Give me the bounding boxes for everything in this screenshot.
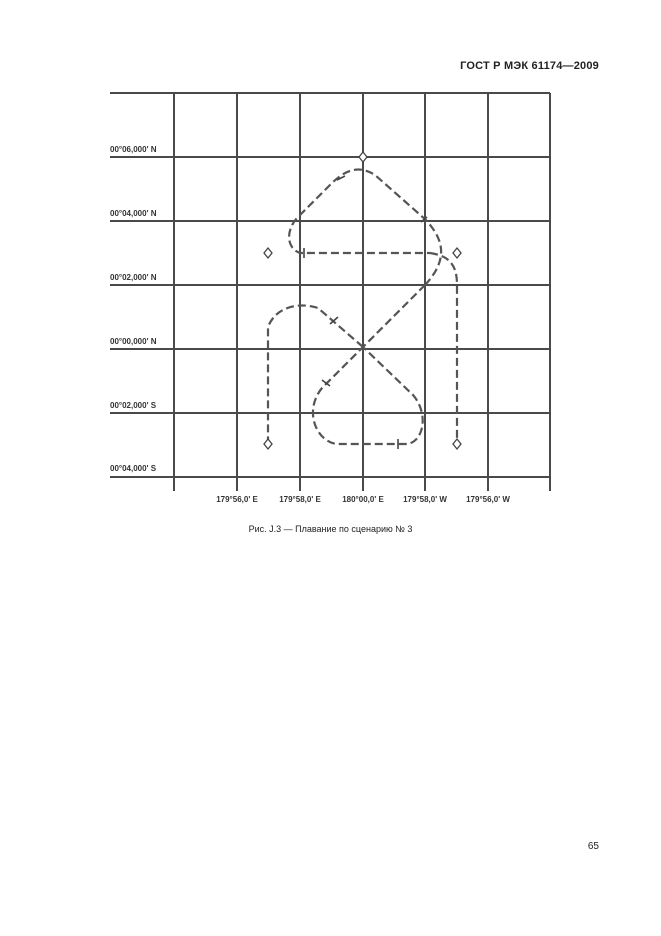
lon-label-1: 179°56,0' E xyxy=(216,495,258,504)
waypoint-marker-2 xyxy=(264,248,272,258)
lon-label-3: 180°00,0' E xyxy=(342,495,384,504)
lon-label-5: 179°56,0' W xyxy=(466,495,510,504)
waypoint-marker-3 xyxy=(453,248,461,258)
page-number: 65 xyxy=(587,841,599,852)
track-upper-loop xyxy=(289,170,441,285)
lat-label-5: 00°02,000' S xyxy=(110,401,157,410)
waypoint-marker-4 xyxy=(264,439,272,449)
horizontal-grid xyxy=(110,93,550,477)
waypoint-marker-1 xyxy=(359,152,367,162)
figure-caption: Рис. J.3 — Плавание по сценарию № 3 xyxy=(248,524,413,534)
track-diagonal-descending xyxy=(313,285,425,444)
lat-label-4: 00°00,000' N xyxy=(110,337,157,346)
lat-label-2: 00°04,000' N xyxy=(110,209,157,218)
lon-label-2: 179°58,0' E xyxy=(279,495,321,504)
lat-label-6: 00°04,000' S xyxy=(110,464,157,473)
standard-header: ГОСТ Р МЭК 61174—2009 xyxy=(460,60,599,72)
waypoint-marker-5 xyxy=(453,439,461,449)
lon-label-4: 179°58,0' W xyxy=(403,495,447,504)
lat-label-1: 00°06,000' N xyxy=(110,145,157,154)
lat-label-3: 00°02,000' N xyxy=(110,273,157,282)
